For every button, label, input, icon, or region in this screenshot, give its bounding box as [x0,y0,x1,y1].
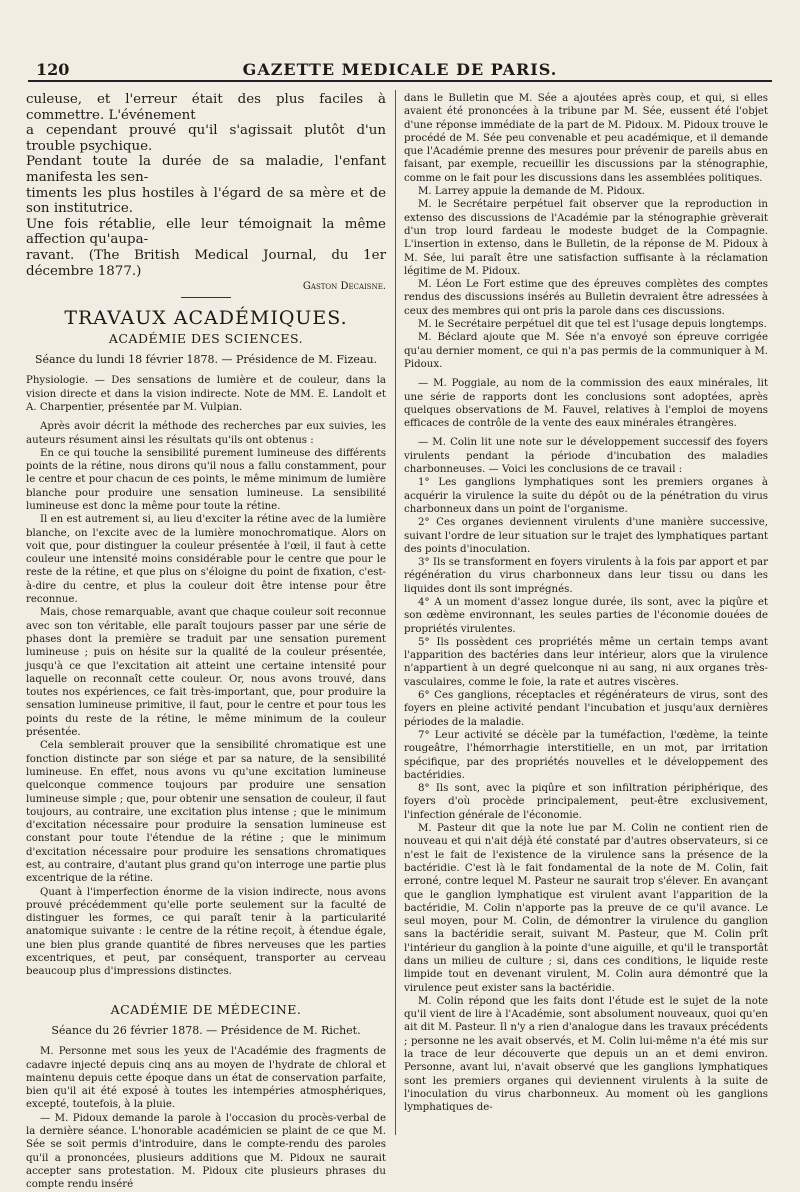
conclusion-item: 3° Ils se transforment en foyers virulents à la fois par apport et par régénération du virus charbonneux dans leur tissu ou dans les liquides dont ils sont imprégnés. [404,557,768,595]
paragraph: M. Larrey appuie la demande de M. Pidoux. [418,186,645,198]
paragraph: — M. Pidoux demande la parole à l'occasion du procès-verbal de la dernière séance. L'honorable académicien se plaint de ce que M. Sée se soit permis d'introduire, dans le compte-rendu des paroles qu'il a prononcées, plusieurs additions que M. Pidoux ne saurait accepter sans protestation. M. Pidoux cite plusieurs phrases du compte rendu inséré [26,1112,386,1191]
carry-over-text [26,92,386,279]
conclusion-item: 5° Ils possèdent ces propriétés même un certain temps avant l'apparition des bactéries dans leur intérieur, alors que la virulence n'appartient à un degré quelconque ni au sang, ni aux organes très-vasculaires, comme le foie, la rate et autres viscères. [404,636,768,688]
paragraph: Il en est autrement si, au lieu d'exciter la rétine avec de la lumière blanche, on l'excite avec de la lumière monochromatique. Alors on voit que, pour distinguer la couleur présentée à l'œil, il faut à cette couleur une intensité moins considérable pour le centre que pour le reste de la rétine, et que plus on s'éloigne du point de fixation, c'est-à-dire du centre, et plus la couleur doit être intense pour être reconnue. [26,514,386,606]
paragraph: M. Béclard ajoute que M. Sée n'a envoyé son épreuve corrigée qu'au dernier moment, ce qui n'a pas permis de la communiquer à M. Pidoux. [404,332,768,370]
page-number: 120 [36,60,70,79]
conclusion-item: 6° Ces ganglions, réceptacles et régénérateurs de virus, sont des foyers en pleine activité pendant l'incubation et jusqu'aux dernières périodes de la maladie. [404,690,768,728]
conclusion-item: 2° Ces organes deviennent virulents d'une manière successive, suivant l'ordre de leur situation sur le trajet des lymphatiques partant des points d'inoculation. [404,517,768,555]
carry-line: Une fois rétablie, elle leur témoignait la même affection qu'aupa- [26,216,386,248]
carry-line: a cependant prouvé qu'il s'agissait plutôt d'un trouble psychique. [26,123,386,154]
paragraph: Quant à l'imperfection énorme de la vision indirecte, nous avons prouvé précédemment qu'elle porte seulement sur la faculté de distinguer les formes, ce qui paraît tenir à la particularité anatomique suivante : le centre de la rétine reçoit, à étendue égale, une bien plus grande quantité de fibres nerveuses que les parties excentriques, et peut, par conséquent, transporter au cerveau beaucoup plus d'impressions distinctes. [26,886,386,978]
paragraph: Après avoir décrit la méthode des recherches par eux suivies, les auteurs résument ainsi les résultats qu'ils ont obtenus : [26,421,386,446]
conclusion-item: 1° Les ganglions lymphatiques sont les premiers organes à acquérir la virulence la suite du dépôt ou de la pénétration du virus charbonneux dans un point de l'organisme. [404,477,768,515]
paragraph: — M. Poggiale, au nom de la commission des eaux minérales, lit une série de rapports dont les conclusions sont adoptées, après quelques observations de M. Fauvel, relatives à l'emploi de moyens efficaces de contrôle de la vente des eaux minérales étrangères. [404,378,768,430]
paragraph: dans le Bulletin que M. Sée a ajoutées après coup, et qui, si elles avaient été prononcées à la tribune par M. Sée, eussent été l'objet d'une réponse immédiate de la part de M. Pidoux. M. Pidoux trouve le procédé de M. Sée peu convenable et peu académique, et il demande que l'Académie prenne des mesures pour prévenir de pareils abus en faisant, par exemple, recueillir les discussions par la sténographie, comme on le fait pour les discussions dans les assemblées politiques. [404,93,768,184]
carry-line: culeuse, et l'erreur était des plus faciles à commettre. L'événement [26,92,386,123]
paragraph: — M. Colin lit une note sur le développement successif des foyers virulents pendant la période d'incubation des maladies charbonneuses. — Voici les conclusions de ce travail : [404,437,768,476]
paragraph: M. Pasteur dit que la note lue par M. Colin ne contient rien de nouveau et qui n'ait déjà été constaté par d'autres observateurs, si ce n'est le fait de l'existence de la virulence sans la présence de la bactéridie. C'est là le fait fondamental de la note de M. Colin, fait erroné, contre lequel M. Pasteur ne saurait trop s'élever. En avançant que le ganglion lymphatique est virulent avant l'apparition de la bactéridie, M. Colin n'apporte pas la preuve de ce qu'il avance. Le seul moyen, pour M. Colin, de démontrer la virulence du ganglion sans la bactéridie serait, suivant M. Pasteur, que M. Colin prît l'intérieur du ganglion à la pointe d'une aiguille, et qu'il le transportât dans un milieu de culture ; si, dans ces conditions, le liquide reste limpide tout en devenant virulent, M. Colin aura démontré que la virulence peut exister sans la bactéridie. [404,823,768,994]
paragraph: M. Colin répond que les faits dont l'étude est le sujet de la note qu'il vient de lire à l'Académie, sont absolument nouveaux, quoi qu'en ait dit M. Pasteur. Il n'y a rien d'analogue dans les travaux précédents ; personne ne les avait observés, et M. Colin lui-même n'a été mis sur la trace de leur découverte que depuis un an et demi environ. Personne, avant lui, n'avait observé que les ganglions lymphatiques sont les premiers organes qui deviennent virulents à la suite de l'inoculation du virus charbonneux. Au moment où les ganglions lymphatiques de- [404,995,768,1114]
journal-title: GAZETTE MEDICALE DE PARIS. [242,60,558,79]
carry-line: Pendant toute la durée de sa maladie, l'enfant manifesta les sen- [26,154,386,185]
session-medicine: Séance du 26 février 1878. — Présidence de M. Richet. [51,1023,361,1037]
section-title: TRAVAUX ACADÉMIQUES. [64,307,348,330]
session-sciences: Séance du lundi 18 février 1878. — Présidence de M. Fizeau. [34,353,378,367]
conclusion-item: 7° Leur activité se décèle par la tuméfaction, l'œdème, la teinte rougeâtre, l'hémorrhagie interstitielle, en un mot, par irritation spécifique, par des propriétés nouvelles et le développement des bactéridies. [404,729,768,781]
paragraph: M. Léon Le Fort estime que des épreuves complètes des comptes rendus des discussions insérés au Bulletin devraient être adressées à ceux des membres qui ont pris la parole dans ces discussions. [404,279,768,317]
paragraph: M. le Secrétaire perpétuel dit que tel est l'usage depuis longtemps. [418,319,767,331]
academy-sciences-heading: ACADÉMIE DES SCIENCES. [108,330,304,346]
right-column [404,92,768,1115]
paragraph: Mais, chose remarquable, avant que chaque couleur soit reconnue avec son ton véritable, elle paraît toujours passer par une série de phases dont la première se traduit par une sensation purement lumineuse ; puis on hésite sur la qualité de la couleur présentée, jusqu'à ce que l'excitation ait atteint une certaine intensité pour laquelle on reconnaît cette couleur. Or, nous avons trouvé, dans toutes nos expériences, ce fait très-important, que, pour produire la sensation lumineuse primitive, il faut, pour le centre et pour tous les points du reste de la rétine, le même minimum de la couleur présentée. [26,607,386,739]
conclusion-item: 4° A un moment d'assez longue durée, ils sont, avec la piqûre et son œdème environnant, les seules parties de l'économie douées de propriétés virulentes. [404,596,768,635]
carry-line: timents les plus hostiles à l'égard de sa mère et de son institutrice. [26,185,386,217]
academy-medicine-heading: ACADÉMIE DE MÉDECINE. [110,1001,302,1017]
paragraph: M. le Secrétaire perpétuel fait observer que la reproduction in extenso des discussions de l'Académie par la sténographie grèverait d'un trop lourd fardeau le modeste budget de la Compagnie. L'insertion in extenso, dans le Bulletin, de la réponse de M. Pidoux à M. Sée, lui paraît être une satisfaction suffisante à la réclamation légitime de M. Pidoux. [404,199,768,277]
short-rule [181,297,231,298]
paragraph: En ce qui touche la sensibilité purement lumineuse des différents points de la rétine, nous dirons qu'il nous a fallu constamment, pour le centre et pour chacun de ces points, le même minimum de lumière blanche pour produire une sensation lumineuse. La sensibilité lumineuse est donc la même pour toute la rétine. [26,447,386,512]
carry-line: ravant. (The British Medical Journal, du 1er décembre 1877.) [26,247,386,279]
paragraph: Cela semblerait prouver que la sensibilité chromatique est une fonction distincte par son siége et par sa nature, de la sensibilité lumineuse. En effet, nous avons vu qu'une excitation lumineuse quelconque commence toujours par produire une sensation lumineuse simple ; que, pour obtenir une sensation de couleur, il faut toujours, au contraire, une excitation plus intense ; que le minimum d'excitation nécessaire pour produire la sensation lumineuse est constant pour toute l'étendue de la rétine ; que le minimum d'excitation nécessaire pour produire les sensations chromatiques est, au contraire, d'autant plus grand qu'on interroge une partie plus excentrique de la rétine. [26,740,386,885]
paragraph: M. Personne met sous les yeux de l'Académie des fragments de cadavre injecté depuis cinq ans au moyen de l'hydrate de chloral et maintenu depuis cette époque dans un état de conservation parfaite, bien qu'il ait été exposé à toutes les intempéries atmosphériques, excepté, toutefois, à la pluie. [26,1046,386,1111]
conclusion-item: 8° Ils sont, avec la piqûre et son infiltration périphérique, des foyers d'où procède principalement, peut-être exclusivement, l'infection générale de l'économie. [404,783,768,821]
page-header [28,58,772,82]
column-divider [395,90,396,1135]
left-column [26,92,386,1192]
signature: Gaston Decaisne. [302,281,386,293]
article-heading: Physiologie. — Des sensations de lumière et de couleur, dans la vision directe et dans la vision indirecte. Note de MM. E. Landolt et A. Charpentier, présentée par M. Vulpian. [26,375,386,413]
